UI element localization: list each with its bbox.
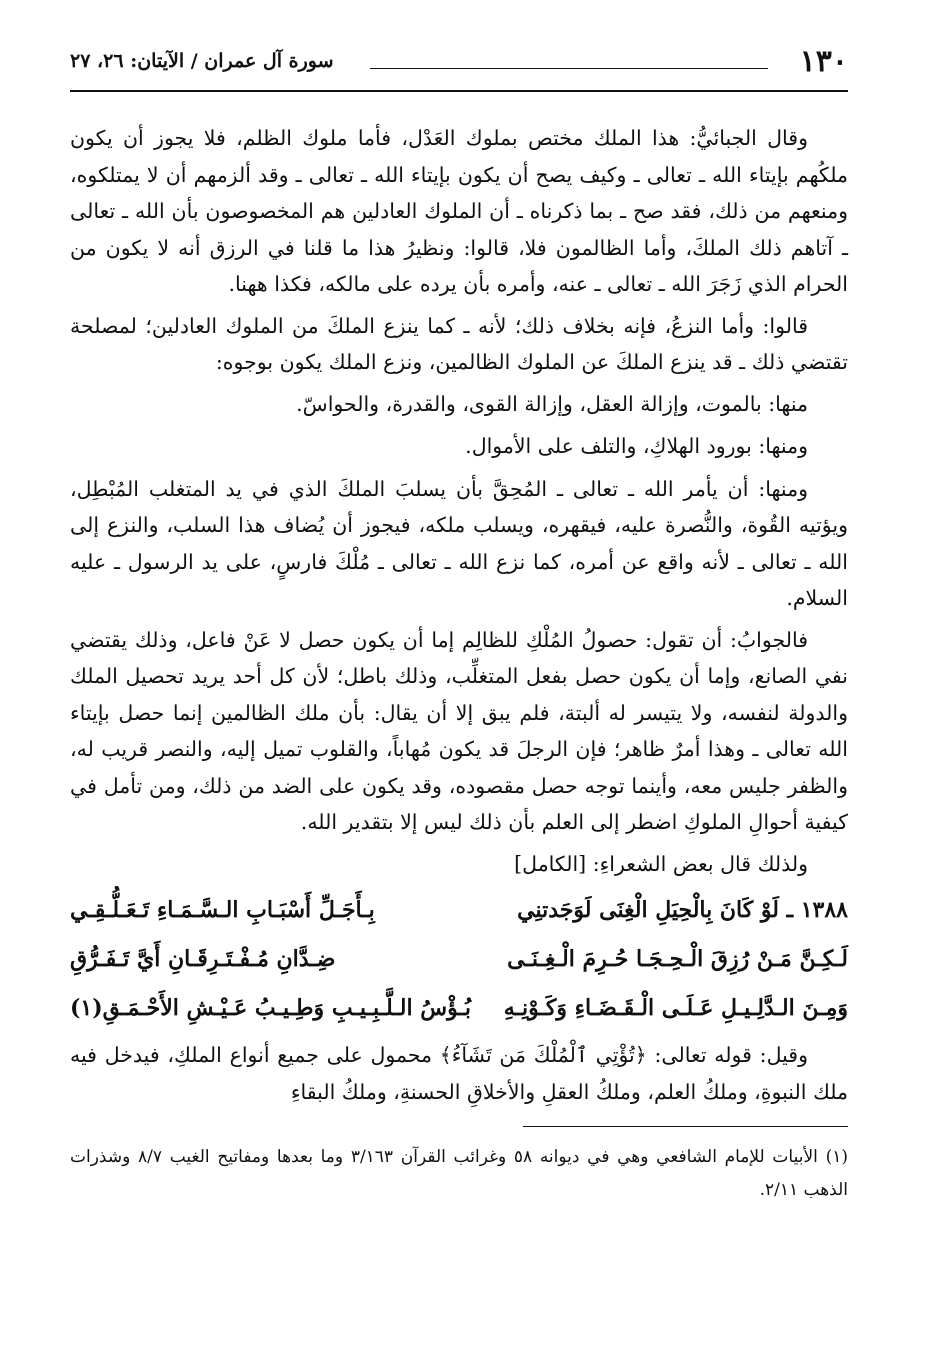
paragraph-answer: فالجوابُ: أن تقول: حصولُ المُلْكِ للظالِم إما أن يكون حصل لا عَنْ فاعل، وذلك يقتضي نفي الصانع، وإما أن يكون حصل بفعل المتغلِّب، وذلك باطل؛ لأن كل أحد يريد تحصيل الملك والدولة لنفسه، ولا يتيسر له ألبتة، فلم يبق إلا أن يقال: بأن ملك الظالمين إنما حصل بإيتاء الله تعالى ـ وهذا أمرٌ ظاهر؛ فإن الرجلَ قد يكون مُهاباً، والقلوب تميل إليه، والنصر قريب له، والظفر جليس معه، وأينما توجه حصل مقصوده، وقد يكون على الضد من ذلك، ومن تأمل في كيفية أحوالِ الملوكِ اضطر إلى العلم بأن ذلك ليس إلا بتقدير الله.: [70, 627, 848, 834]
main-text: [70, 120, 848, 1207]
paragraph-jubbai: وقال الجبائيُّ: هذا الملك مختص بملوك العَدْل، فأما ملوك الظلم، فلا يجوز أن يكون ملكُهم بإيتاء الله ـ تعالى ـ وكيف يصح أن يكون بإيتاء الله ـ تعالى ـ وقد ألزمهم أن لا يمتلكوه، ومنعهم من ذلك، فقد صح ـ بما ذكرناه ـ أن الملوك العادلين هم المخصوصون بأن الله ـ تعالى ـ آتاهم ذلك الملكَ، وأما الظالمون فلا، قالوا: ونظيرُ هذا ما قلنا في الرزق أنه لا يكون من الحرام الذي زَجَرَ الله ـ تعالى ـ عنه، وأمره بأن يرده على مالكه، فكذا ههنا.: [70, 126, 848, 296]
book-page: [70, 40, 848, 1224]
verse-first-hemistich: ١٣٨٨ ـ لَوْ كَانَ بِالْحِيَلِ الْغِنَى لَوَجَدتنِي: [517, 897, 848, 923]
verse-first-hemistich: وَمِـنَ الـدَّلِـيـلِ عَـلَـى الْـقَـضَـاءِ وَكَـوْنِـهِ: [503, 995, 848, 1021]
verse-second-hemistich: بُـؤْسُ الـلَّـبِـيـبِ وَطِـيـبُ عَـيْـشِ الأَحْـمَـقِ(١): [70, 995, 472, 1021]
paragraph-closing: وقيل: قوله تعالى: ﴿تُؤْتِي ٱلْمُلْكَ مَن تَشَآءُ﴾ محمول على جميع أنواع الملكِ، فيدخل فيه ملك النبوةِ، وملكُ العلم، وملكُ العقلِ والأخلاقِ الحسنةِ، وملكُ البقاءِ: [70, 1043, 848, 1104]
footnote: (١) الأبيات للإمام الشافعي وهي في ديوانه ٥٨ وغرائب القرآن ٣/١٦٣ وما بعدها ومفاتيح الغيب ٨/٧ وشذرات الذهب ٢/١١.: [70, 1147, 848, 1200]
verse: [70, 886, 848, 935]
verse: [70, 984, 848, 1033]
paragraph-naz: قالوا: وأما النزعُ، فإنه بخلاف ذلك؛ لأنه ـ كما ينزع الملكَ من الملوك العادلين؛ لمصلحة تقتضي ذلك ـ قد ينزع الملكَ عن الملوك الظالمين، ونزع الملك يكون بوجوه:: [70, 313, 848, 374]
paragraph-death: منها: بالموت، وإزالة العقل، وإزالة القوى، والقدرة، والحواسّ.: [296, 391, 808, 416]
verse: [70, 935, 848, 984]
page-number: ١٣٠: [799, 44, 848, 79]
paragraph-destruction: ومنها: بورود الهلاكِ، والتلف على الأموال.: [465, 434, 808, 458]
header-divider-line: [370, 68, 768, 69]
header-rule: [70, 90, 848, 92]
paragraph-command: ومنها: أن يأمر الله ـ تعالى ـ المُحِقَّ بأن يسلبَ الملكَ الذي في يد المتغلب المُبْطِل، ويؤتيه القُوة، والنُّصرة عليه، فيقهره، ويسلب ملكه، فيجوز أن يُضاف هذا السلب، والنزع إلى الله ـ تعالى ـ لأنه واقع عن أمره، كما نزع الله ـ تعالى ـ مُلْكَ فارسٍ، على يد الرسول ـ عليه السلام.: [70, 476, 848, 610]
poem-intro: ولذلك قال بعض الشعراءِ: [الكامل]: [514, 851, 808, 876]
running-title: سورة آل عمران / الآيتان: ٢٦، ٢٧: [70, 50, 334, 72]
poem: [70, 886, 848, 1033]
verse-first-hemistich: لَـكِـنَّ مَـنْ رُزِقَ الْـحِـجَـا حُـرِمَ الْـغِـنَـى: [507, 946, 848, 972]
verse-second-hemistich: بِـأَجَـلِّ أَسْبَـابِ الـسَّـمَـاءِ تَـعَـلُّـقِـي: [70, 897, 375, 923]
page-header: [70, 40, 848, 90]
verse-second-hemistich: ضِـدَّانِ مُـفْـتَـرِقَـانِ أَيَّ تَـفَـرُّقِ: [70, 946, 336, 972]
footnote-rule: [523, 1126, 848, 1127]
